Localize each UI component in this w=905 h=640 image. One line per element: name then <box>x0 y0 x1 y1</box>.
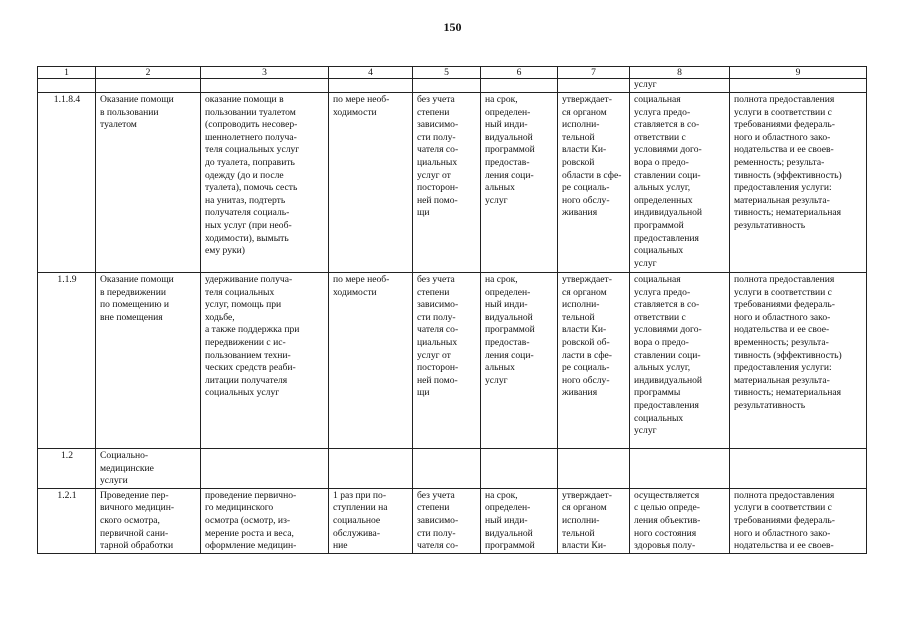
header-col-5: 5 <box>413 67 481 79</box>
cont-cell-2 <box>96 79 201 93</box>
header-col-3: 3 <box>201 67 329 79</box>
service-approval: утверждает- ся органом исполни- тельной власти Ки- ровской области в сфе- ре социаль- ного обслу- живания <box>558 93 630 273</box>
service-name: Оказание помощи в передвижении по помещению и вне помещения <box>96 273 201 449</box>
service-name: Проведение пер- вичного медицин- ского осмотра, первичной сани- тарной обработки <box>96 488 201 553</box>
row-number: 1.1.8.4 <box>38 93 96 273</box>
service-cost-basis: без учета степени зависимо- сти полу- чателя со- <box>413 488 481 553</box>
empty-cell <box>558 449 630 489</box>
cont-cell-4 <box>329 79 413 93</box>
header-row <box>38 67 867 79</box>
service-content: проведение первично- го медицинского осмотра (осмотр, из- мерение роста и веса, оформление медицин- <box>201 488 329 553</box>
header-col-4: 4 <box>329 67 413 79</box>
service-quality: полнота предоставления услуги в соответствии с требованиями федераль- ного и областного зако- нодательства и ее своев- ременность; результа- тивность (эффективность) предоставления услуги: материальная результа- тивность; нематериальная результативность <box>730 93 867 273</box>
service-term: на срок, определен- ный инди- видуальной программой <box>481 488 558 553</box>
service-term: на срок, определен- ный инди- видуальной программой предостав- ления соци- альных услуг <box>481 273 558 449</box>
service-name: Оказание помощи в пользовании туалетом <box>96 93 201 273</box>
empty-cell <box>329 449 413 489</box>
cont-cell-3 <box>201 79 329 93</box>
service-quality: полнота предоставления услуги в соответствии с требованиями федераль- ного и областного зако- нодательства и ее своев- <box>730 488 867 553</box>
service-frequency: 1 раз при по- ступлении на социальное обслужива- ние <box>329 488 413 553</box>
row-number: 1.1.9 <box>38 273 96 449</box>
service-frequency: по мере необ- ходимости <box>329 273 413 449</box>
empty-cell <box>630 449 730 489</box>
service-conditions: осуществляется с целью опреде- ления объектив- ного состояния здоровья полу- <box>630 488 730 553</box>
header-col-9: 9 <box>730 67 867 79</box>
empty-cell <box>201 449 329 489</box>
cont-cell-7 <box>558 79 630 93</box>
row-number: 1.2 <box>38 449 96 489</box>
table-row <box>38 273 867 449</box>
cont-cell-6 <box>481 79 558 93</box>
service-term: на срок, определен- ный инди- видуальной программой предостав- ления соци- альных услуг <box>481 93 558 273</box>
service-content: оказание помощи в пользовании туалетом (сопроводить несовер- шеннолетнего получа- теля социальных услуг до туалета, поправить одежду (до и после туалета), помочь сесть на унитаз, подтерть получателя социаль- ных услуг (при необ- ходимости), вымыть ему руки) <box>201 93 329 273</box>
cont-cell-5 <box>413 79 481 93</box>
section-title: Социально- медицинские услуги <box>96 449 201 489</box>
service-approval: утверждает- ся органом исполни- тельной власти Ки- ровской об- ласти в сфе- ре социаль- ного обслу- живания <box>558 273 630 449</box>
header-col-2: 2 <box>96 67 201 79</box>
empty-cell <box>481 449 558 489</box>
service-approval: утверждает- ся органом исполни- тельной власти Ки- <box>558 488 630 553</box>
cont-cell-conditions: услуг <box>630 79 730 93</box>
section-row <box>38 449 867 489</box>
header-col-1: 1 <box>38 67 96 79</box>
service-cost-basis: без учета степени зависимо- сти полу- чателя со- циальных услуг от посторон- ней помо- щи <box>413 93 481 273</box>
cont-cell-9 <box>730 79 867 93</box>
header-col-8: 8 <box>630 67 730 79</box>
page-number: 150 <box>443 20 462 34</box>
row-number: 1.2.1 <box>38 488 96 553</box>
table-row <box>38 93 867 273</box>
service-content: удерживание получа- теля социальных услуг, помощь при ходьбе, а также поддержка при передвижении с ис- пользованием техни- ческих средств реаби- литации получателя социальных услуг <box>201 273 329 449</box>
service-frequency: по мере необ- ходимости <box>329 93 413 273</box>
cont-cell-1 <box>38 79 96 93</box>
continuation-row <box>38 79 867 93</box>
empty-cell <box>413 449 481 489</box>
table-row <box>38 488 867 553</box>
service-quality: полнота предоставления услуги в соответствии с требованиями федераль- ного и областного зако- нодательства и ее свое- временность; результа- тивность (эффективность) предоставления услуги: материальная результа- тивность; нематериальная результативность <box>730 273 867 449</box>
service-conditions: социальная услуга предо- ставляется в со- ответствии с условиями дого- вора о предо- ставлении соци- альных услуг, определенных индивидуальной программой предоставления социальных услуг <box>630 93 730 273</box>
service-cost-basis: без учета степени зависимо- сти полу- чателя со- циальных услуг от посторон- ней помо- щи <box>413 273 481 449</box>
service-conditions: социальная услуга предо- ставляется в со- ответствии с условиями дого- вора о предо- ставлении соци- альных услуг, индивидуальной программы предоставления социальных услуг <box>630 273 730 449</box>
services-table <box>37 66 867 554</box>
header-col-6: 6 <box>481 67 558 79</box>
header-col-7: 7 <box>558 67 630 79</box>
empty-cell <box>730 449 867 489</box>
